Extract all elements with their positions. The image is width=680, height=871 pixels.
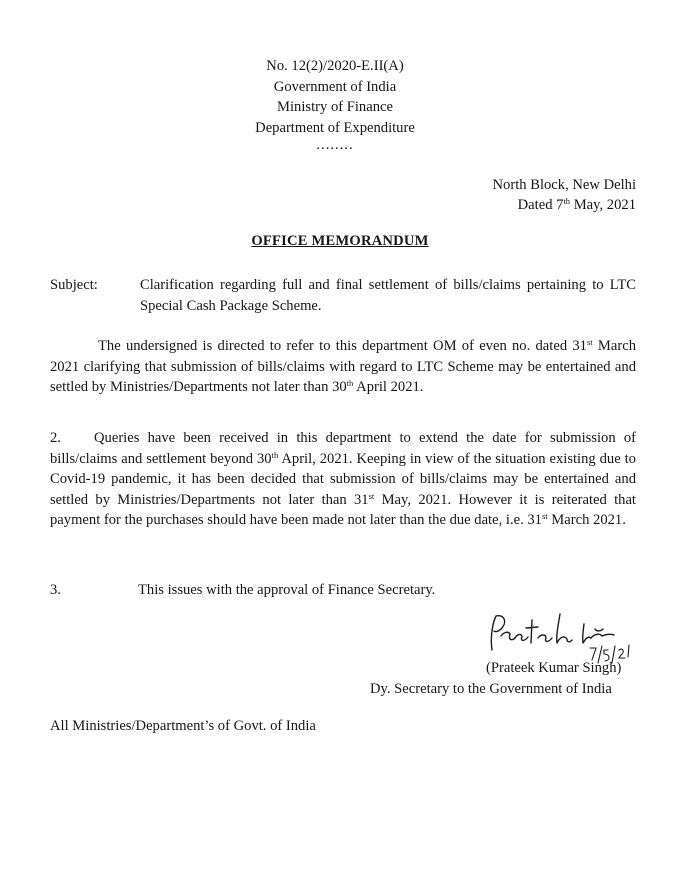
paragraph-2-sup-b: st [368,490,375,501]
paragraph-2-text-c: May, 2021. However it is reiterated that payment for the purchases should have been made not later than the due date, i.e. 31 [50,491,636,528]
signatory-designation: Dy. Secretary to the Government of India [370,681,612,697]
subject-text: Clarification regarding full and final settlement of bills/claims pertaining to LTC Special Cash Package Scheme. [140,277,636,314]
subject-label: Subject: [50,277,98,293]
place-and-date [493,175,636,215]
paragraph-2-number: 2. [50,430,61,446]
date-suffix-sup: th [563,196,571,206]
department-name: Department of Expenditure [255,119,415,136]
paragraph-2-sup-c: st [541,511,548,521]
paragraph-1-text-a: The undersigned is directed to refer to this department OM of even no. dated 31 [98,338,587,354]
place: North Block, New Delhi [492,177,636,193]
file-number: No. 12(2)/2020-E.II(A) [266,58,404,74]
header-dots: ........ [316,137,354,153]
paragraph-2-text-a: Queries have been received in this department to extend the date for submission of bills/claims and settlement beyond 30 [50,430,636,467]
paragraph-3-text: This issues with the approval of Finance Secretary. [138,582,436,598]
date-rest: May, 2021 [570,197,636,213]
paragraph-2-text-b: April, 2021. Keeping in view of the situation existing due to Covid-19 pandemic, it has been decided that submission of bills/claims may be entertained and settled by Ministries/Departments not later than 31 [50,450,636,508]
subject-block [50,275,636,316]
paragraph-1-text-b: March 2021 clarifying that submission of bills/claims with regard to LTC Scheme may be entertained and settled by Ministries/Departments not later than 30 [50,338,636,395]
ministry-name: Ministry of Finance [277,99,393,115]
date-prefix: Dated 7 [517,197,564,213]
addressee: All Ministries/Department’s of Govt. of India [50,718,316,734]
paragraph-1-sup-a: st [586,337,593,347]
handwritten-signature [484,610,634,666]
paragraph-1-text-c: April 2021. [353,379,424,395]
signatory-name: (Prateek Kumar Singh) [486,660,622,676]
paragraph-3-number: 3. [50,582,61,598]
government-name: Government of India [273,78,397,95]
paragraph-1 [50,336,636,398]
paragraph-2-text-d: March 2021. [547,512,626,528]
paragraph-2 [50,428,636,531]
letter-header [222,56,448,152]
paragraph-1-sup-b: th [346,378,354,388]
paragraph-2-sup-a: th [271,449,279,460]
paragraph-3 [50,580,636,601]
document-title: OFFICE MEMORANDUM [251,233,429,249]
date [493,195,636,215]
